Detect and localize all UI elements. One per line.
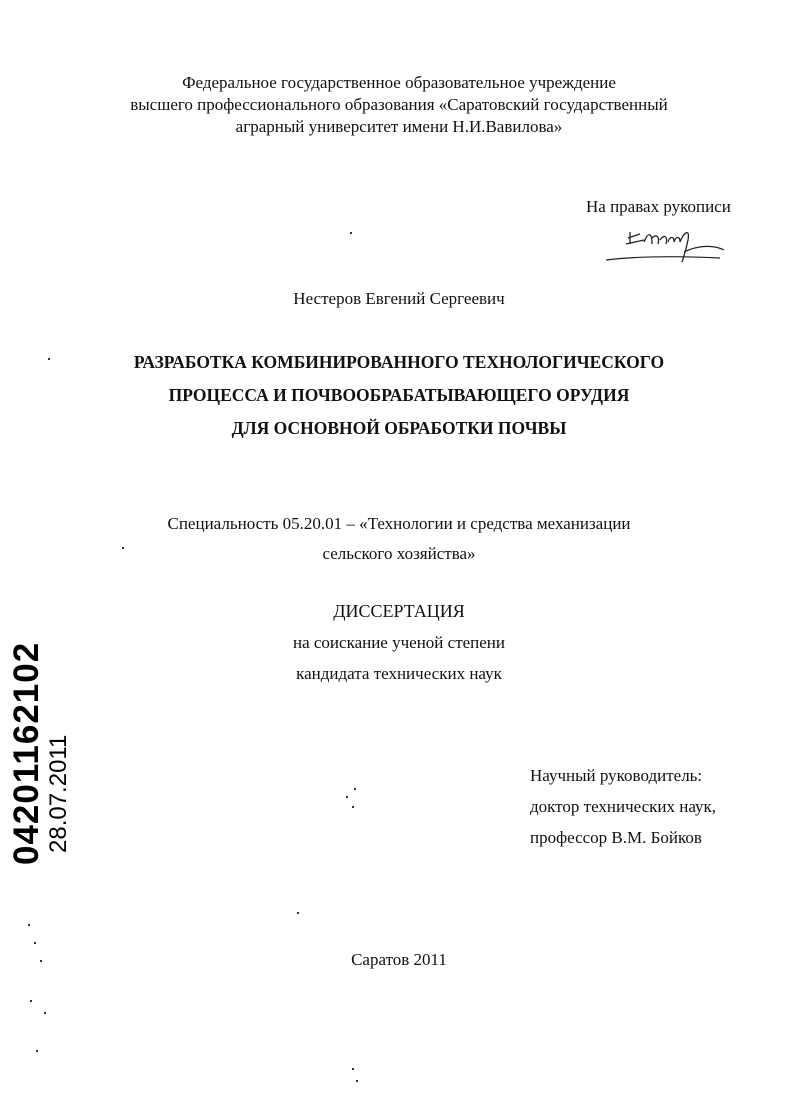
scan-speck	[346, 796, 348, 798]
scan-speck	[36, 1050, 38, 1052]
institution-header	[0, 72, 798, 138]
manuscript-rights-label: На правах рукописи	[586, 197, 731, 216]
stamp-date: 28.07.2011	[45, 734, 72, 853]
specialty-line-2: сельского хозяйства»	[322, 544, 476, 563]
scan-speck	[356, 1080, 358, 1082]
supervisor-name: профессор В.М. Бойков	[530, 828, 702, 847]
degree-line-1: на соискание ученой степени	[292, 633, 506, 652]
city-year: Саратов 2011	[351, 950, 447, 969]
title-line-1: РАЗРАБОТКА КОМБИНИРОВАННОГО ТЕХНОЛОГИЧЕСКОГО	[133, 352, 665, 372]
library-stamp	[8, 642, 72, 865]
stamp-number: 04201162102	[7, 641, 46, 865]
institution-line-1: Федеральное государственное образовательное учреждение	[182, 73, 616, 92]
supervisor-block	[530, 760, 716, 853]
institution-line-2: высшего профессионального образования «Саратовский государственный	[130, 95, 668, 114]
scan-speck	[352, 806, 354, 808]
scan-speck	[352, 1068, 354, 1070]
document-type: ДИССЕРТАЦИЯ	[333, 601, 465, 621]
scan-speck	[44, 1012, 46, 1014]
title-line-2: ПРОЦЕССА И ПОЧВООБРАБАТЫВАЮЩЕГО ОРУДИЯ	[168, 385, 630, 405]
scan-speck	[48, 358, 50, 360]
supervisor-degree: доктор технических наук,	[530, 797, 717, 816]
scan-speck	[122, 547, 124, 549]
scan-speck	[28, 924, 30, 926]
institution-line-3: аграрный университет имени Н.И.Вавилова»	[235, 117, 563, 136]
scan-speck	[30, 1000, 32, 1002]
scan-speck	[354, 788, 356, 790]
author-signature	[600, 222, 730, 272]
specialty	[0, 509, 798, 569]
specialty-line-1: Специальность 05.20.01 – «Технологии и средства механизации	[167, 514, 631, 533]
supervisor-label: Научный руководитель:	[530, 766, 703, 785]
scan-speck	[297, 912, 299, 914]
scan-speck	[350, 232, 352, 234]
dissertation-title	[0, 346, 798, 445]
scan-speck	[40, 960, 42, 962]
degree-line-2: кандидата технических наук	[296, 664, 502, 683]
author-name: Нестеров Евгений Сергеевич	[293, 289, 505, 308]
scan-speck	[34, 942, 36, 944]
title-line-3: ДЛЯ ОСНОВНОЙ ОБРАБОТКИ ПОЧВЫ	[231, 418, 567, 438]
